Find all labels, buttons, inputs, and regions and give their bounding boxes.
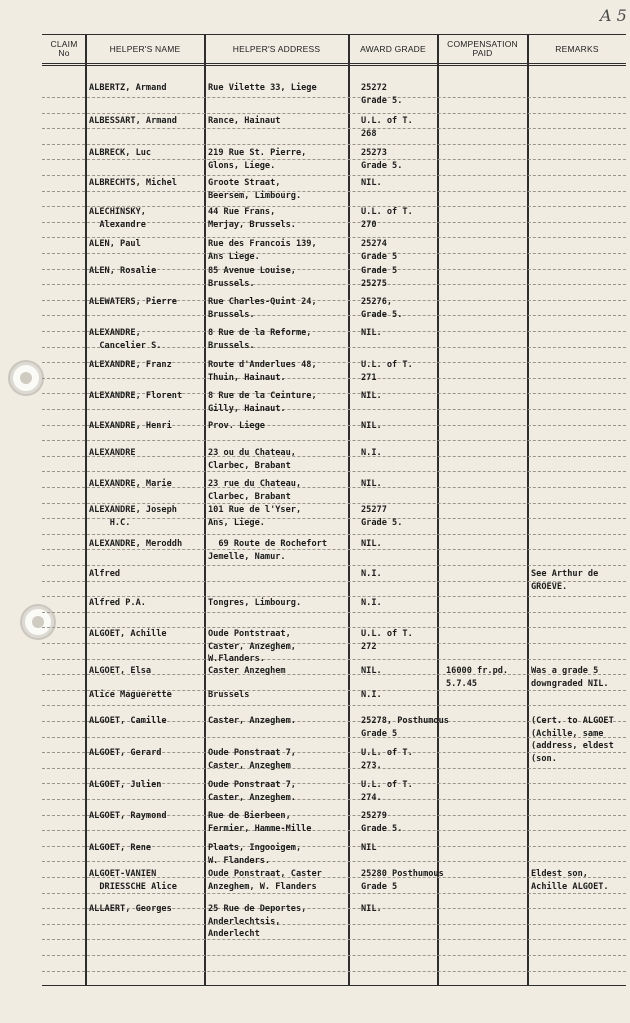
helper-address: Oude Ponstraat 7, Caster, Anzeghem bbox=[208, 748, 296, 771]
helper-name: ALEN, Rosalie bbox=[89, 266, 157, 276]
helper-address: Rue de Bierbeen, Fermier, Hamme-Mille bbox=[208, 811, 312, 834]
header-bottom-border-2 bbox=[42, 65, 626, 66]
award-grade: N.I. bbox=[361, 569, 382, 579]
helper-address: 8 Rue de la Reforme, Brussels. bbox=[208, 328, 312, 351]
helper-name: Alice Maguerette bbox=[89, 690, 172, 700]
award-grade: 25279 Grade 5. bbox=[361, 811, 403, 834]
award-grade: NIL. bbox=[361, 666, 382, 676]
line-rule bbox=[42, 191, 626, 192]
column-divider bbox=[527, 34, 529, 986]
remarks: See Arthur de GROEVE. bbox=[531, 569, 599, 592]
helper-name: ALLAERT, Georges bbox=[89, 904, 172, 914]
line-rule bbox=[42, 144, 626, 145]
helper-name: ALBRECHTS, Michel bbox=[89, 178, 177, 188]
award-grade: NIL. bbox=[361, 328, 382, 338]
helper-address: Oude Ponstraat 7, Caster, Anzeghem. bbox=[208, 780, 296, 803]
remarks: (Cert. to ALGOET (Achille, same (address, eldest (son. bbox=[531, 716, 614, 764]
helper-name: ALGOET-VANIEN DRIESSCHE Alice bbox=[89, 869, 177, 892]
helper-name: ALEXANDRE, Meroddh bbox=[89, 539, 183, 549]
line-rule bbox=[42, 284, 626, 285]
helper-name: ALEN, Paul bbox=[89, 239, 141, 249]
column-header-helper-name: HELPER'S NAME bbox=[109, 44, 181, 54]
award-grade: U.L. of T. 272 bbox=[361, 629, 413, 652]
line-rule bbox=[42, 378, 626, 379]
helper-name: Alfred bbox=[89, 569, 121, 579]
award-grade: NIL. bbox=[361, 391, 382, 401]
line-rule bbox=[42, 705, 626, 706]
column-header-compensation-paid: COMPENSATION PAID bbox=[447, 39, 518, 58]
line-rule bbox=[42, 97, 626, 98]
helper-address: Oude Pontstraat, Caster, Anzeghem, W.Flanders. bbox=[208, 629, 296, 664]
helper-address: Oude Ponstraat, Caster Anzeghem, W. Flanders bbox=[208, 869, 322, 892]
helper-address: Rue Charles-Quint 24, Brussels. bbox=[208, 297, 317, 320]
award-grade: U.L. of T. 268 bbox=[361, 116, 413, 139]
punch-hole bbox=[22, 606, 54, 638]
helper-address: Groote Straat, Beersem, Limbourg. bbox=[208, 178, 302, 201]
helper-name: ALEXANDRE, Franz bbox=[89, 360, 172, 370]
remarks: Eldest son, Achille ALGOET. bbox=[531, 869, 609, 892]
helper-address: Rue des Francois 139, Ans Liege. bbox=[208, 239, 317, 262]
compensation-paid: 16000 fr.pd. 5.7.45 bbox=[446, 666, 509, 689]
column-divider bbox=[348, 34, 350, 986]
column-header-remarks: REMARKS bbox=[555, 44, 599, 54]
line-rule bbox=[42, 955, 626, 956]
helper-name: ALBESSART, Armand bbox=[89, 116, 177, 126]
helper-name: ALGOET, Elsa bbox=[89, 666, 152, 676]
helper-address: Brussels bbox=[208, 690, 250, 700]
helper-address: 25 Rue de Deportes, Anderlechtsis, Anderlecht bbox=[208, 904, 307, 939]
award-grade: NIL. bbox=[361, 178, 382, 188]
line-rule bbox=[42, 315, 626, 316]
award-grade: N.I. bbox=[361, 598, 382, 608]
helper-name: ALEXANDRE, Joseph H.C. bbox=[89, 505, 177, 528]
helper-name: ALGOET, Rene bbox=[89, 843, 152, 853]
line-rule bbox=[42, 659, 626, 660]
helper-address: Plaats, Ingooigem, W. Flanders. bbox=[208, 843, 302, 866]
helper-address: Caster, Anzeghem. bbox=[208, 716, 296, 726]
helper-name: ALGOET, Camille bbox=[89, 716, 167, 726]
award-grade: 25280 Posthumous Grade 5 bbox=[361, 869, 444, 892]
helper-name: ALGOET, Gerard bbox=[89, 748, 162, 758]
helper-name: Alfred P.A. bbox=[89, 598, 146, 608]
award-grade: N.I. bbox=[361, 690, 382, 700]
award-grade: Grade 5 25275 bbox=[361, 266, 398, 289]
helper-address: 219 Rue St. Pierre, Glons, Liege. bbox=[208, 148, 307, 171]
helper-address: Rue Vilette 33, Liege bbox=[208, 83, 317, 93]
award-grade: 25277 Grade 5. bbox=[361, 505, 403, 528]
award-grade: NIL. bbox=[361, 421, 382, 431]
line-rule bbox=[42, 643, 626, 644]
column-header-claim: CLAIM No bbox=[50, 39, 78, 58]
column-header-helper-address: HELPER'S ADDRESS bbox=[232, 44, 321, 54]
line-rule bbox=[42, 924, 626, 925]
column-header-award-grade: AWARD GRADE bbox=[360, 44, 426, 54]
helper-name: ALECHINSKY, Alexandre bbox=[89, 207, 146, 230]
line-rule bbox=[42, 565, 626, 566]
line-rule bbox=[42, 440, 626, 441]
line-rule bbox=[42, 893, 626, 894]
line-rule bbox=[42, 861, 626, 862]
helper-address: Route d'Anderlues 48, Thuin, Hainaut. bbox=[208, 360, 317, 383]
table-top-border bbox=[42, 34, 626, 35]
column-divider bbox=[437, 34, 439, 986]
header-bottom-border bbox=[42, 63, 626, 64]
line-rule bbox=[42, 534, 626, 535]
helper-name: ALBRECK, Luc bbox=[89, 148, 152, 158]
helper-address: 44 Rue Frans, Merjay, Brussels. bbox=[208, 207, 296, 230]
helper-address: 8 Rue de la Ceinture, Gilly, Hainaut. bbox=[208, 391, 317, 414]
helper-address: 23 ou du Chateau, Clarbec, Brabant bbox=[208, 448, 296, 471]
line-rule bbox=[42, 768, 626, 769]
helper-name: ALEWATERS, Pierre bbox=[89, 297, 177, 307]
line-rule bbox=[42, 971, 626, 972]
award-grade: NIL. bbox=[361, 539, 382, 549]
helper-name: ALGOET, Julien bbox=[89, 780, 162, 790]
remarks: Was a grade 5 downgraded NIL. bbox=[531, 666, 609, 689]
award-grade: NIL bbox=[361, 843, 377, 853]
award-grade: 25274 Grade 5 bbox=[361, 239, 398, 262]
award-grade: 25276, Grade 5. bbox=[361, 297, 403, 320]
table-bottom-border bbox=[42, 985, 626, 986]
award-grade: NIL. bbox=[361, 904, 382, 914]
award-grade: U.L. of T. 271 bbox=[361, 360, 413, 383]
line-rule bbox=[42, 612, 626, 613]
award-grade: 25273 Grade 5. bbox=[361, 148, 403, 171]
helper-address: Caster Anzeghem bbox=[208, 666, 286, 676]
award-grade: NIL. bbox=[361, 479, 382, 489]
helper-address: Prov. Liege bbox=[208, 421, 265, 431]
helper-name: ALEXANDRE, Cancelier S. bbox=[89, 328, 162, 351]
helper-address: 69 Route de Rochefort Jemelle, Namur. bbox=[208, 539, 327, 562]
helper-address: Rance, Hainaut bbox=[208, 116, 281, 126]
column-divider bbox=[85, 34, 87, 986]
helper-name: ALEXANDRE, Marie bbox=[89, 479, 172, 489]
award-grade: U.L. of T. 274. bbox=[361, 780, 413, 803]
helper-name: ALGOET, Achille bbox=[89, 629, 167, 639]
helper-address: 23 rue du Chateau, Clarbec, Brabant bbox=[208, 479, 302, 502]
helper-name: ALGOET, Raymond bbox=[89, 811, 167, 821]
line-rule bbox=[42, 799, 626, 800]
line-rule bbox=[42, 939, 626, 940]
helper-address: 101 Rue de l'Yser, Ans, Liege. bbox=[208, 505, 302, 528]
page-reference: A 5 bbox=[600, 6, 627, 25]
punch-hole bbox=[10, 362, 42, 394]
helper-address: 85 Avenue Louise, Brussels. bbox=[208, 266, 296, 289]
award-grade: U.L. of T. 273. bbox=[361, 748, 413, 771]
award-grade: 25272 Grade 5. bbox=[361, 83, 403, 106]
helper-name: ALEXANDRE bbox=[89, 448, 136, 458]
helper-name: ALEXANDRE, Florent bbox=[89, 391, 183, 401]
line-rule bbox=[42, 830, 626, 831]
line-rule bbox=[42, 113, 626, 114]
line-rule bbox=[42, 409, 626, 410]
line-rule bbox=[42, 253, 626, 254]
helper-name: ALEXANDRE, Henri bbox=[89, 421, 172, 431]
award-grade: U.L. of T. 270 bbox=[361, 207, 413, 230]
column-divider bbox=[204, 34, 206, 986]
line-rule bbox=[42, 128, 626, 129]
line-rule bbox=[42, 175, 626, 176]
helper-name: ALBERTZ, Armand bbox=[89, 83, 167, 93]
award-grade: 25278, Posthumous Grade 5 bbox=[361, 716, 449, 739]
award-grade: N.I. bbox=[361, 448, 382, 458]
helper-address: Tongres, Limbourg. bbox=[208, 598, 302, 608]
line-rule bbox=[42, 471, 626, 472]
